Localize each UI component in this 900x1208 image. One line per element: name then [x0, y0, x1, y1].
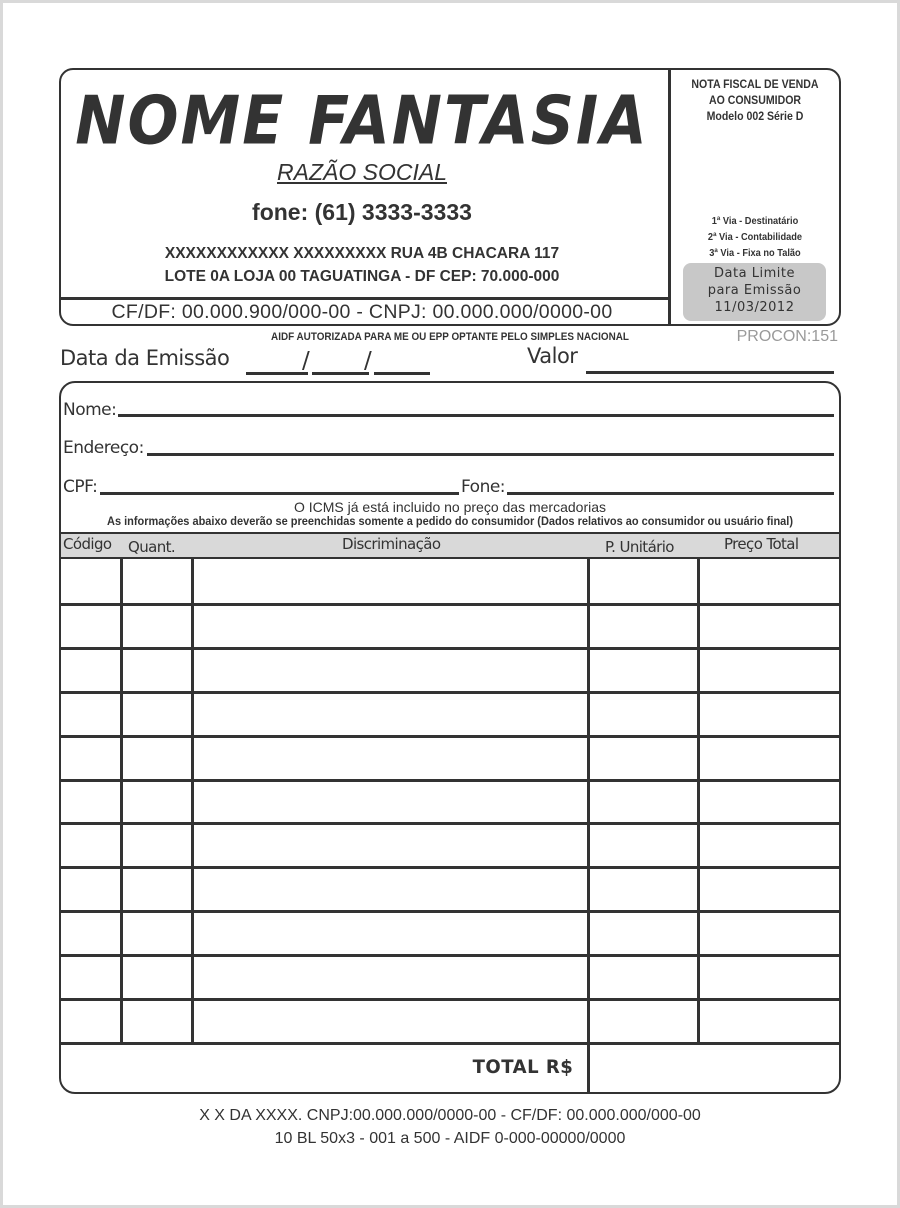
table-cell[interactable] — [64, 957, 120, 997]
icms-note: O ICMS já está incluido no preço das mercadorias — [293, 499, 607, 515]
nota-title-line-1: NOTA FISCAL DE VENDA — [691, 77, 819, 91]
table-cell[interactable] — [124, 913, 191, 953]
table-cell[interactable] — [64, 1001, 120, 1041]
address-line-1: XXXXXXXXXXXX XXXXXXXXX RUA 4B CHACARA 117 — [164, 245, 560, 262]
table-cell[interactable] — [124, 825, 191, 865]
table-cell[interactable] — [195, 782, 587, 822]
date-year-field[interactable] — [374, 372, 430, 375]
table-cell[interactable] — [195, 957, 587, 997]
fone-label: Fone: — [461, 477, 506, 497]
table-cell[interactable] — [701, 606, 838, 646]
table-cell[interactable] — [124, 694, 191, 734]
table-cell[interactable] — [591, 957, 697, 997]
table-cell[interactable] — [701, 650, 838, 690]
header-divider-vertical — [668, 68, 671, 326]
address-line-2: LOTE 0A LOJA 00 TAGUATINGA - DF CEP: 70.000-000 — [164, 268, 560, 285]
table-cell[interactable] — [124, 1001, 191, 1041]
valor-field[interactable] — [586, 371, 834, 374]
table-cell[interactable] — [701, 738, 838, 778]
table-cell[interactable] — [64, 869, 120, 909]
nome-field[interactable] — [118, 414, 834, 417]
date-slash-2: / — [364, 348, 372, 374]
cf-cnpj-line: CF/DF: 00.000.900/000-00 - CNPJ: 00.000.000/0000-00 — [111, 301, 613, 323]
table-cell[interactable] — [64, 650, 120, 690]
table-cell[interactable] — [64, 738, 120, 778]
table-cell[interactable] — [591, 825, 697, 865]
table-cell[interactable] — [64, 606, 120, 646]
nome-fantasia: NOME FANTASIA — [75, 82, 649, 161]
total-value-field[interactable] — [592, 1047, 836, 1089]
total-label: TOTAL R$ — [472, 1056, 574, 1078]
razao-social: RAZÃO SOCIAL — [277, 159, 447, 185]
table-cell[interactable] — [701, 782, 838, 822]
table-cell[interactable] — [124, 869, 191, 909]
table-cell[interactable] — [195, 1001, 587, 1041]
table-cell[interactable] — [195, 869, 587, 909]
limite-date: 11/03/2012 — [714, 300, 795, 315]
table-cell[interactable] — [64, 913, 120, 953]
table-cell[interactable] — [124, 782, 191, 822]
table-cell[interactable] — [124, 957, 191, 997]
table-cell[interactable] — [195, 650, 587, 690]
via-1: 1ª Via - Destinatário — [711, 215, 799, 227]
table-cell[interactable] — [591, 650, 697, 690]
data-emissao-label: Data da Emissão — [60, 346, 230, 370]
endereco-field[interactable] — [147, 453, 834, 456]
cpf-field[interactable] — [100, 492, 459, 495]
table-header — [61, 532, 839, 559]
table-row-line — [61, 1042, 839, 1045]
limite-line-2: para Emissão — [707, 283, 802, 298]
table-column-line — [587, 559, 590, 1094]
table-cell[interactable] — [701, 869, 838, 909]
table-column-line — [120, 559, 123, 1042]
table-cell[interactable] — [591, 1001, 697, 1041]
table-cell[interactable] — [195, 562, 587, 602]
table-cell[interactable] — [591, 562, 697, 602]
nome-label: Nome: — [63, 400, 117, 420]
info-note: As informações abaixo deverão se preenchidas somente a pedido do consumidor (Dados relativos ao consumidor ou usuário final) — [107, 516, 793, 528]
table-cell[interactable] — [701, 913, 838, 953]
header-divider-horizontal — [59, 297, 670, 300]
table-cell[interactable] — [701, 694, 838, 734]
limite-line-1: Data Limite — [714, 266, 795, 281]
cpf-label: CPF: — [63, 477, 98, 497]
table-column-line — [191, 559, 194, 1042]
table-cell[interactable] — [124, 738, 191, 778]
col-header-preco-total: Preço Total — [724, 535, 799, 553]
date-day-field[interactable] — [246, 372, 308, 375]
table-cell[interactable] — [701, 1001, 838, 1041]
col-header-quant: Quant. — [128, 538, 176, 556]
table-cell[interactable] — [124, 606, 191, 646]
table-cell[interactable] — [124, 650, 191, 690]
endereco-label: Endereço: — [63, 438, 144, 458]
nota-fiscal-title — [680, 76, 830, 124]
valor-label: Valor — [527, 344, 578, 368]
col-header-p-unitario: P. Unitário — [605, 538, 674, 556]
table-cell[interactable] — [195, 694, 587, 734]
nota-title-line-3: Modelo 002 Série D — [706, 109, 804, 123]
table-cell[interactable] — [591, 913, 697, 953]
col-header-discriminacao: Discriminação — [342, 535, 441, 553]
fone-field[interactable] — [507, 492, 834, 495]
table-cell[interactable] — [701, 562, 838, 602]
via-2: 2ª Via - Contabilidade — [707, 231, 803, 243]
table-cell[interactable] — [195, 825, 587, 865]
table-cell[interactable] — [701, 957, 838, 997]
table-cell[interactable] — [195, 606, 587, 646]
table-cell[interactable] — [124, 562, 191, 602]
aidf-note: AIDF AUTORIZADA PARA ME OU EPP OPTANTE PELO SIMPLES NACIONAL — [271, 331, 629, 343]
table-cell[interactable] — [591, 694, 697, 734]
company-phone: fone: (61) 3333-3333 — [252, 199, 472, 225]
nota-title-line-2: AO CONSUMIDOR — [708, 93, 802, 107]
table-cell[interactable] — [701, 825, 838, 865]
date-slash-1: / — [302, 348, 310, 374]
via-3: 3ª Via - Fixa no Talão — [709, 247, 801, 259]
table-cell[interactable] — [591, 782, 697, 822]
table-cell[interactable] — [591, 606, 697, 646]
data-limite-badge — [683, 263, 826, 321]
table-cell[interactable] — [591, 869, 697, 909]
table-cell[interactable] — [64, 562, 120, 602]
col-header-codigo: Código — [63, 535, 112, 553]
vias-list — [680, 213, 830, 261]
printer-info-line-1: X X DA XXXX. CNPJ:00.000.000/0000-00 - CF/DF: 00.000.000/000-00 — [199, 1107, 701, 1124]
table-cell[interactable] — [195, 913, 587, 953]
table-cell[interactable] — [64, 694, 120, 734]
table-cell[interactable] — [195, 738, 587, 778]
date-month-field[interactable] — [312, 372, 369, 375]
table-column-line — [697, 559, 700, 1042]
table-cell[interactable] — [64, 825, 120, 865]
table-cell[interactable] — [591, 738, 697, 778]
table-cell[interactable] — [64, 782, 120, 822]
printer-info-line-2: 10 BL 50x3 - 001 a 500 - AIDF 0-000-00000/0000 — [274, 1130, 626, 1147]
procon-label: PROCON:151 — [736, 328, 838, 345]
